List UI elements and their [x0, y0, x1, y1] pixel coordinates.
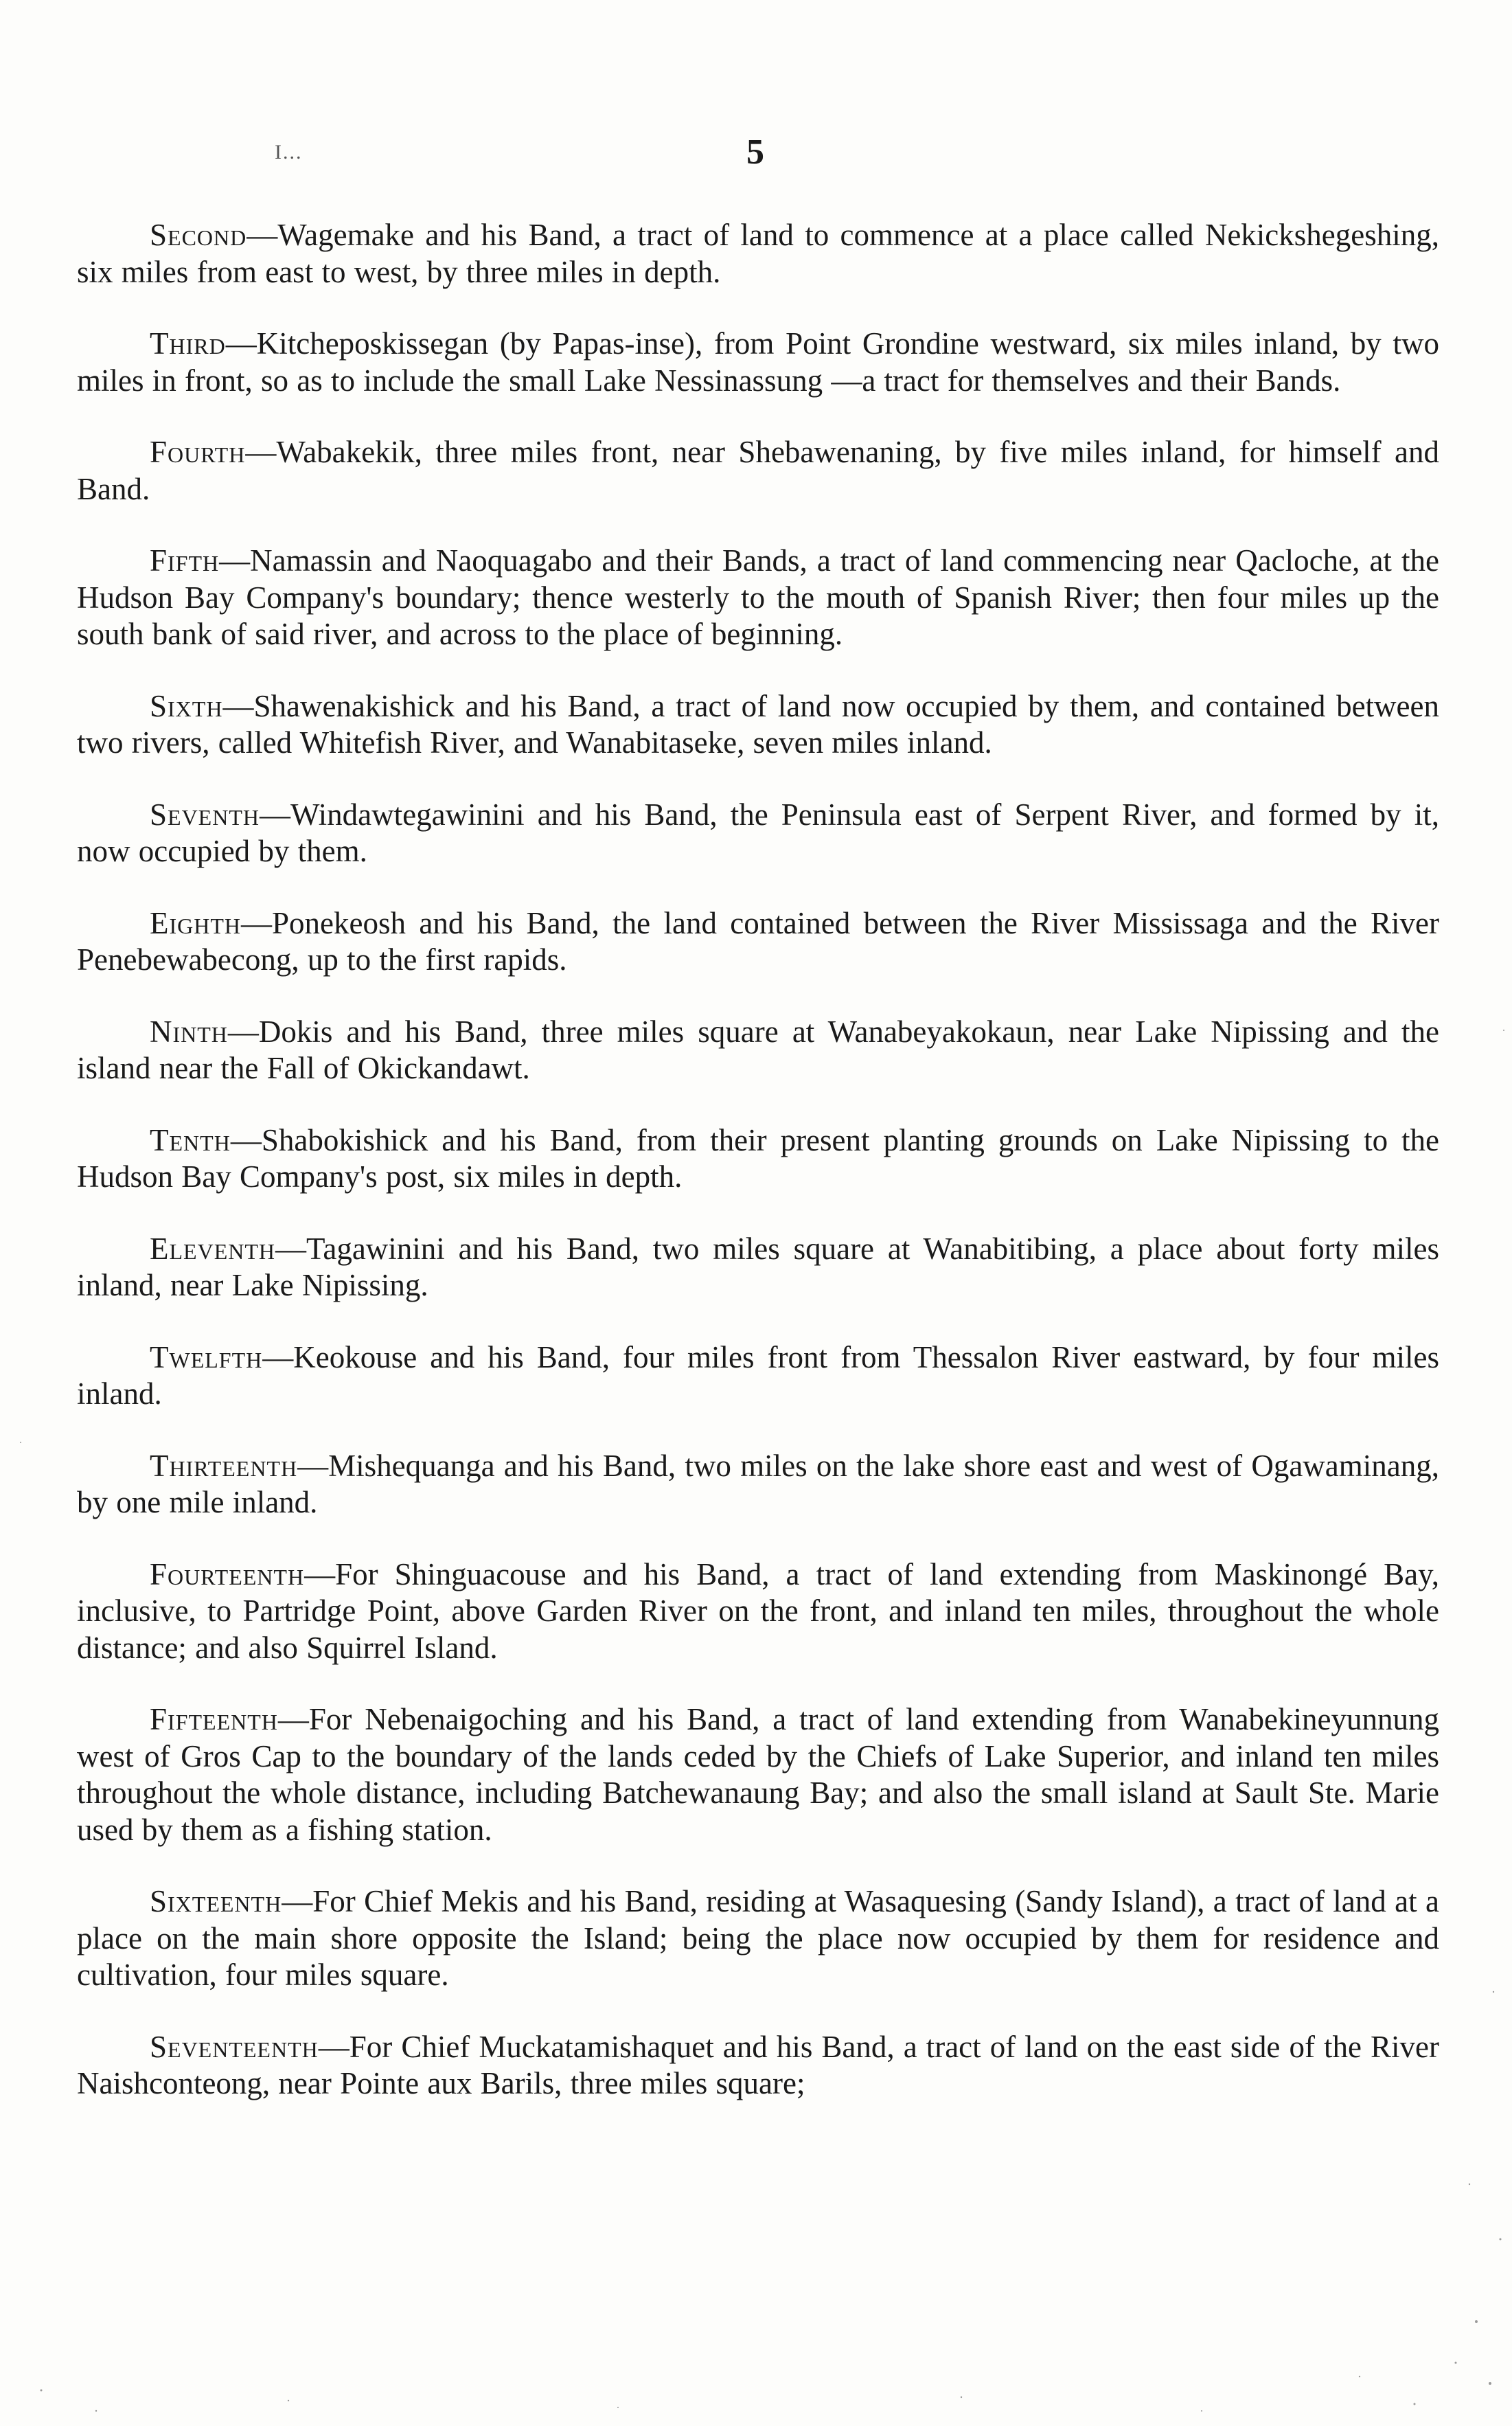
text-column [77, 217, 1439, 2102]
paragraph-text: —Wagemake and his Band, a tract of land to commence at a place called Nekickshegeshing, six miles from east to west, by three miles in depth. [77, 218, 1439, 289]
paragraph-lead: Eleventh [150, 1231, 276, 1266]
paragraph-text: —Windawtegawinini and his Band, the Peninsula east of Serpent River, and formed by it, now occupied by them. [77, 797, 1439, 868]
paragraph-text: —For Chief Muckatamishaquet and his Band, a tract of land on the east side of the River Naishconteong, near Pointe aux Barils, three miles square; [77, 2029, 1439, 2100]
paragraph-seventeenth [77, 2029, 1439, 2102]
paragraph-lead: Tenth [150, 1122, 231, 1157]
paragraph-lead: Eighth [150, 905, 242, 940]
paragraph-text: —Shawenakishick and his Band, a tract of land now occupied by them, and contained between two rivers, called Whitefish River, and Wanabitaseke, seven miles inland. [77, 688, 1439, 760]
paragraph-lead: Fourteenth [150, 1556, 305, 1591]
paragraph-text: —Dokis and his Band, three miles square at Wanabeyakokaun, near Lake Nipissing and the island near the Fall of Okickandawt. [77, 1014, 1439, 1085]
paragraph-ninth [77, 1014, 1439, 1087]
paragraph-fifth [77, 543, 1439, 653]
paragraph-lead: Sixteenth [150, 1884, 282, 1918]
paragraph-lead: Fifteenth [150, 1702, 278, 1736]
paragraph-seventh [77, 797, 1439, 870]
paragraph-lead: Second [150, 218, 247, 252]
paragraph-lead: Third [150, 326, 226, 361]
paragraph-twelfth [77, 1339, 1439, 1413]
paragraph-lead: Thirteenth [150, 1448, 298, 1483]
paragraph-tenth [77, 1122, 1439, 1196]
paragraph-sixth [77, 688, 1439, 762]
paragraph-lead: Sixth [150, 688, 223, 723]
paragraph-lead: Fifth [150, 543, 220, 578]
paragraph-thirteenth [77, 1448, 1439, 1521]
paragraph-sixteenth [77, 1883, 1439, 1994]
paragraph-lead: Seventeenth [150, 2029, 319, 2064]
paragraph-third [77, 326, 1439, 399]
paragraph-eleventh [77, 1231, 1439, 1304]
paragraph-text: —For Nebenaigoching and his Band, a tract of land extending from Wanabekineyunnung west of Gros Cap to the boundary of the lands ceded by the Chiefs of Lake Superior, and inland ten miles throughout the whole distance, including Batchewanaung Bay; and also the small island at Sault Ste. Marie used by them as a fishing station. [77, 1702, 1439, 1847]
page-mark: I... [275, 141, 303, 163]
paragraph-lead: Twelfth [150, 1339, 263, 1374]
page-number: 5 [746, 133, 764, 172]
paragraph-eighth [77, 905, 1439, 979]
paragraph-lead: Fourth [150, 435, 246, 469]
paragraph-text: —Shabokishick and his Band, from their present planting grounds on Lake Nipissing to the Hudson Bay Company's post, six miles in depth. [77, 1122, 1439, 1194]
paragraph-text: —Namassin and Naoquagabo and their Bands, a tract of land commencing near Qacloche, at the Hudson Bay Company's boundary; thence westerly to the mouth of Spanish River; then four miles up the south bank of said river, and across to the place of beginning. [77, 543, 1439, 651]
paragraph-text: —Wabakekik, three miles front, near Shebawenaning, by five miles inland, for himself and Band. [77, 435, 1439, 506]
paragraph-fourth [77, 434, 1439, 508]
paragraph-second [77, 217, 1439, 291]
paragraph-text: —Ponekeosh and his Band, the land contained between the River Mississaga and the River Penebewabecong, up to the first rapids. [77, 905, 1439, 977]
paragraph-lead: Ninth [150, 1014, 228, 1049]
paragraph-text: —For Shinguacouse and his Band, a tract of land extending from Maskinongé Bay, inclusive, to Partridge Point, above Garden River on the front, and inland ten miles, throughout the whole distance; and also Squirrel Island. [77, 1556, 1439, 1665]
paragraph-text: —Mishequanga and his Band, two miles on the lake shore east and west of Ogawaminang, by one mile inland. [77, 1448, 1439, 1519]
paragraph-lead: Seventh [150, 797, 260, 832]
paragraph-fourteenth [77, 1556, 1439, 1667]
paragraph-text: —Keokouse and his Band, four miles front from Thessalon River eastward, by four miles inland. [77, 1339, 1439, 1411]
paragraph-fifteenth [77, 1701, 1439, 1848]
paragraph-text: —Tagawinini and his Band, two miles square at Wanabitibing, a place about forty miles inland, near Lake Nipissing. [77, 1231, 1439, 1302]
paragraph-text: —For Chief Mekis and his Band, residing at Wasaquesing (Sandy Island), a tract of land at a place on the main shore opposite the Island; being the place now occupied by them for residence and cultivation, four miles square. [77, 1884, 1439, 1992]
paragraph-text: —Kitcheposkissegan (by Papas-inse), from Point Grondine westward, six miles inland, by two miles in front, so as to include the small Lake Nessinassung —a tract for themselves and their Bands. [77, 326, 1439, 398]
